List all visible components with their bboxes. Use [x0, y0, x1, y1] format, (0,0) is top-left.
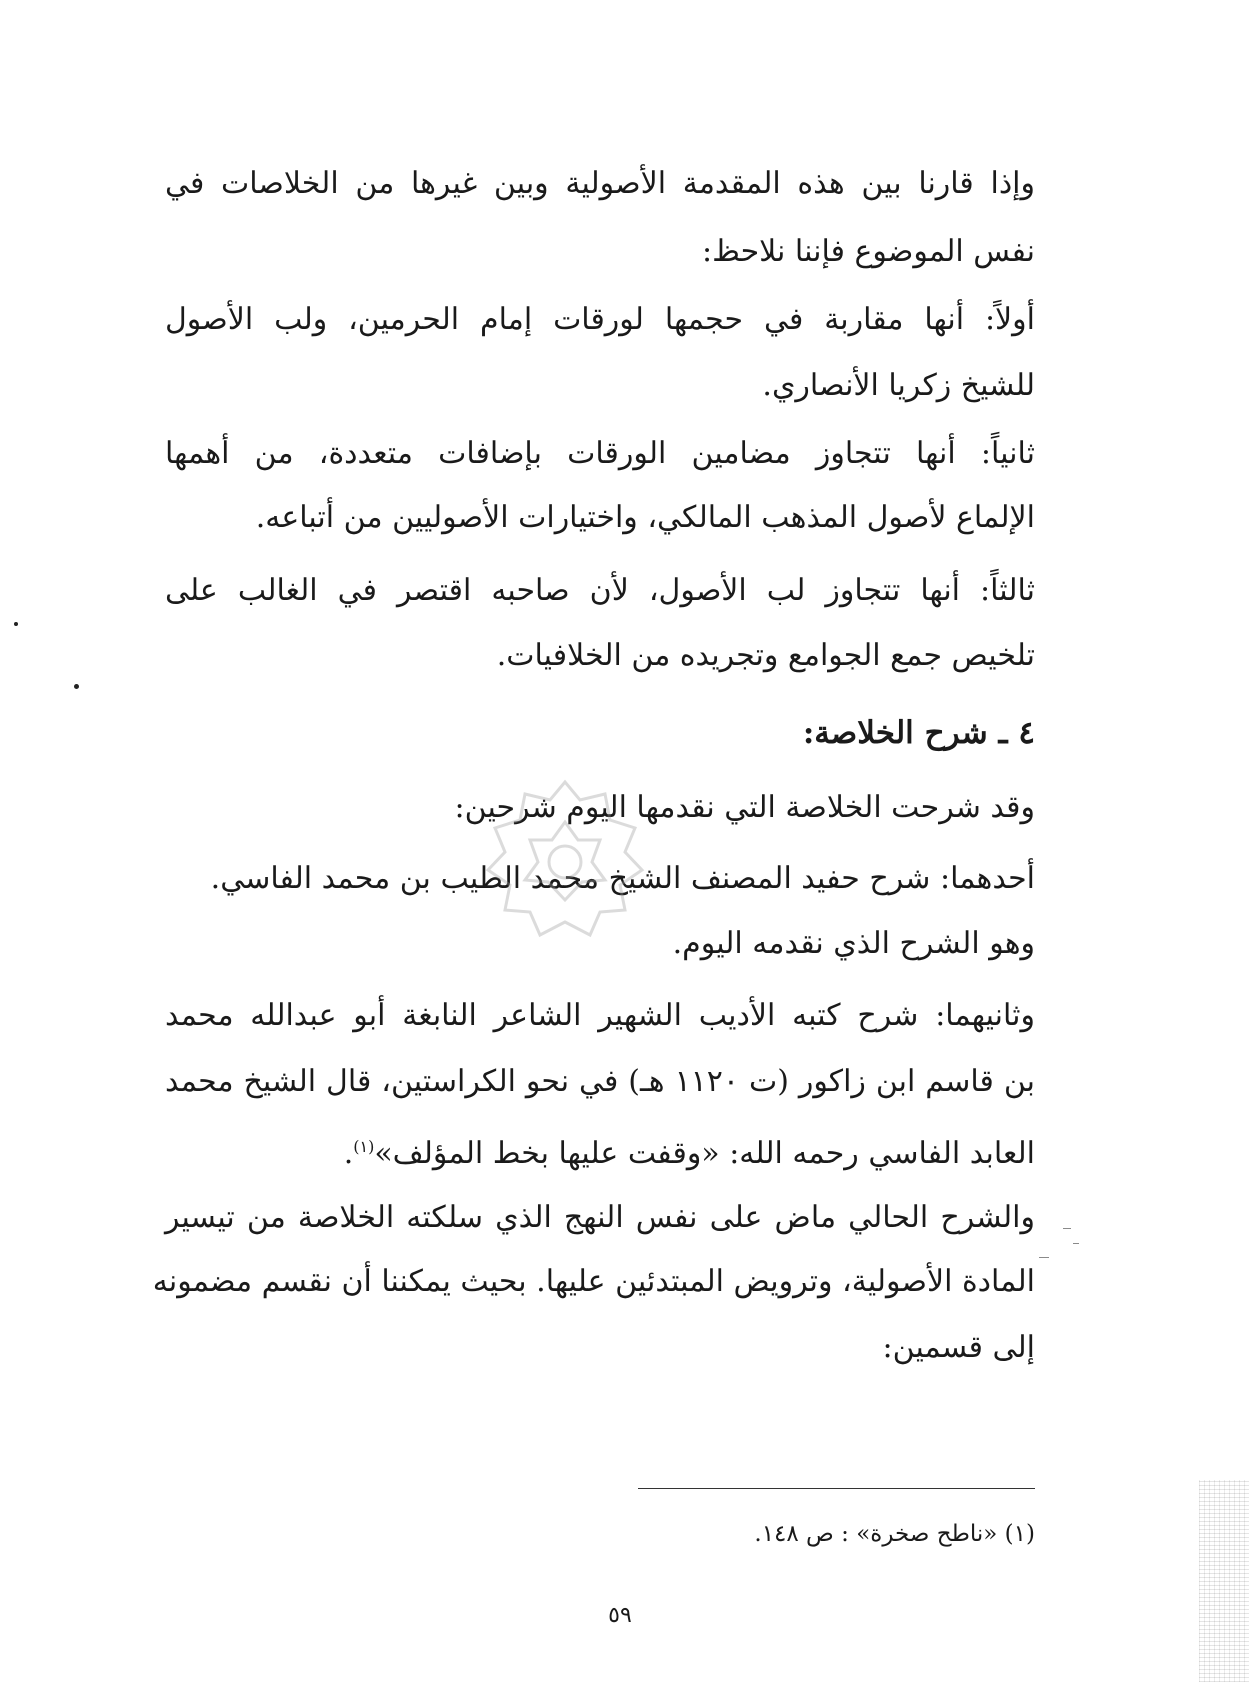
paragraph-2-line-2: للشيخ زكريا الأنصاري. [762, 368, 1035, 403]
footnote-reference: (١) [353, 1137, 375, 1156]
footnote-text: (١) «ناطح صخرة» : ص ١٤٨. [754, 1521, 1035, 1547]
scan-edge-mark [1063, 1228, 1071, 1229]
paragraph-4-line-1: ثالثاً: أنها تتجاوز لب الأصول، لأن صاحبه اقتصر في الغالب على [165, 573, 1035, 608]
page-number: ٥٩ [608, 1603, 632, 1628]
paragraph-4-line-2: تلخيص جمع الجوامع وتجريده من الخلافيات. [496, 638, 1035, 673]
paragraph-2-line-1: أولاً: أنها مقاربة في حجمها لورقات إمام الحرمين، ولب الأصول [165, 302, 1035, 337]
scan-edge-mark [1039, 1257, 1049, 1258]
scan-speck [74, 684, 79, 689]
paragraph-7-line-3-text: العابد الفاسي رحمه الله: «وقفت عليها بخط المؤلف» [374, 1136, 1035, 1171]
paragraph-7-period: . [343, 1136, 354, 1171]
paragraph-1-line-1: وإذا قارنا بين هذه المقدمة الأصولية وبين غيرها من الخلاصات في [165, 166, 1035, 201]
paragraph-7-line-2: بن قاسم ابن زاكور (ت ١١٢٠ هـ) في نحو الكراستين، قال الشيخ محمد [165, 1064, 1036, 1099]
paragraph-8-line-2: المادة الأصولية، وترويض المبتدئين عليها. بحيث يمكننا أن نقسم مضمونه [152, 1264, 1035, 1299]
scan-edge-mark [1073, 1243, 1079, 1244]
section-heading: ٤ ـ شرح الخلاصة: [802, 715, 1035, 751]
scan-edge-noise [1199, 1480, 1249, 1682]
paragraph-7-line-3 [165, 1127, 1035, 1174]
paragraph-6-line-2: وهو الشرح الذي نقدمه اليوم. [672, 926, 1035, 961]
library-stamp-watermark [470, 770, 660, 960]
paragraph-3-line-2: الإلماع لأصول المذهب المالكي، واختيارات الأصوليين من أتباعه. [255, 500, 1035, 535]
footnote-separator [638, 1488, 1035, 1489]
paragraph-6-line-1: أحدهما: شرح حفيد المصنف الشيخ محمد الطيب بن محمد الفاسي. [210, 861, 1035, 896]
paragraph-7-line-1: وثانيهما: شرح كتبه الأديب الشهير الشاعر النابغة أبو عبدالله محمد [165, 998, 1035, 1033]
paragraph-8-line-1: والشرح الحالي ماض على نفس النهج الذي سلكته الخلاصة من تيسير [165, 1200, 1035, 1235]
paragraph-1-line-2: نفس الموضوع فإننا نلاحظ: [702, 234, 1035, 269]
paragraph-3-line-1: ثانياً: أنها تتجاوز مضامين الورقات بإضافات متعددة، من أهمها [165, 436, 1035, 471]
scan-speck [14, 622, 18, 626]
paragraph-8-line-3: إلى قسمين: [882, 1330, 1035, 1365]
paragraph-5-line-1: وقد شرحت الخلاصة التي نقدمها اليوم شرحين: [454, 790, 1035, 825]
